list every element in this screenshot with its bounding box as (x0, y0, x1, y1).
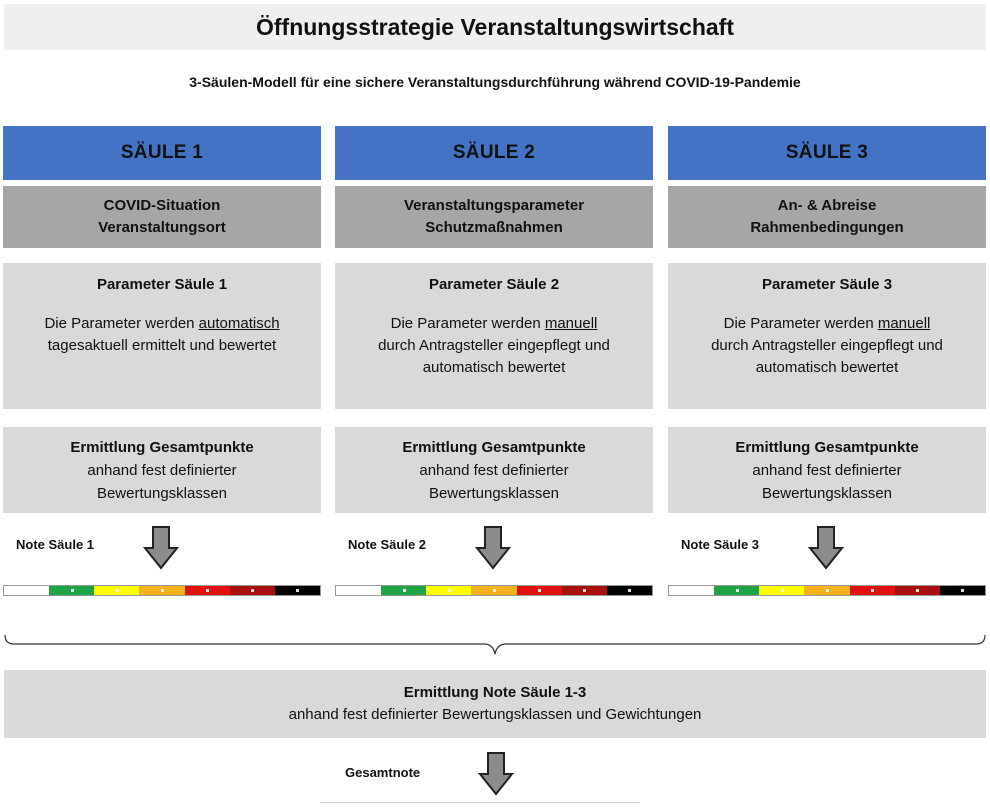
grade-scale-marker (961, 589, 964, 592)
score-text-line: anhand fest definierter (752, 461, 902, 479)
grade-scale-marker (161, 589, 164, 592)
grade-scale-segment (517, 586, 562, 595)
score-title: Ermittlung Gesamtpunkte (735, 438, 919, 456)
grade-scale-marker (583, 589, 586, 592)
parameter-text-line: automatisch bewertet (755, 359, 899, 376)
pillar-category (3, 186, 321, 248)
final-grade-text: anhand fest definierter Bewertungsklassen und Gewichtungen (288, 706, 702, 723)
diagram-title: Öffnungsstrategie Veranstaltungswirtschaft (4, 4, 986, 50)
score-title: Ermittlung Gesamtpunkte (70, 438, 254, 456)
grade-scale-marker (628, 589, 631, 592)
pillar-category-line: Rahmenbedingungen (750, 219, 904, 236)
parameter-title: Parameter Säule 3 (761, 276, 893, 293)
grade-scale-segment (94, 586, 139, 595)
pillar-category-line: Veranstaltungsparameter (403, 197, 585, 214)
note-label: Note Säule 1 (16, 537, 95, 552)
score-text-line: anhand fest definierter (419, 461, 569, 479)
final-grade-box (4, 670, 986, 738)
score-box (3, 427, 321, 513)
parameter-emphasis: manuell (544, 315, 598, 332)
grade-scale-segment (607, 586, 652, 595)
grade-scale-marker (71, 589, 74, 592)
total-grade-scale-edge (320, 802, 640, 808)
curly-brace-icon (4, 634, 986, 656)
note-label: Note Säule 3 (681, 537, 760, 552)
grade-scale-segment (336, 586, 381, 595)
parameter-box (3, 263, 321, 409)
grade-scale-marker (403, 589, 406, 592)
score-box (335, 427, 653, 513)
pillar-category (335, 186, 653, 248)
pillar-category-line: Schutzmaßnahmen (425, 219, 563, 236)
parameter-title: Parameter Säule 1 (96, 276, 228, 293)
grade-scale (335, 585, 653, 596)
grade-scale-marker (251, 589, 254, 592)
grade-scale-marker (736, 589, 739, 592)
score-title: Ermittlung Gesamtpunkte (402, 438, 586, 456)
pillar-category-line: An- & Abreise (777, 197, 877, 214)
score-text-line: Bewertungsklassen (761, 484, 893, 502)
grade-scale-segment (426, 586, 471, 595)
grade-scale-segment (471, 586, 516, 595)
parameter-text-line: tagesaktuell ermittelt und bewertet (47, 337, 277, 354)
grade-scale-segment (49, 586, 94, 595)
grade-scale-marker (206, 589, 209, 592)
grade-scale-marker (781, 589, 784, 592)
final-grade-title: Ermittlung Note Säule 1-3 (403, 684, 587, 701)
grade-scale (668, 585, 986, 596)
parameter-description (3, 313, 321, 357)
pillar-category-line: Veranstaltungsort (98, 219, 226, 236)
down-arrow-icon (808, 526, 844, 570)
parameter-description (668, 313, 986, 379)
pillar-header: SÄULE 1 (3, 126, 321, 180)
grade-scale-segment (562, 586, 607, 595)
grade-scale-marker (493, 589, 496, 592)
down-arrow-icon (143, 526, 179, 570)
grade-scale-marker (538, 589, 541, 592)
parameter-box (335, 263, 653, 409)
parameter-text-line: durch Antragsteller eingepflegt und (711, 337, 943, 354)
grade-scale-segment (895, 586, 940, 595)
pillar-header: SÄULE 2 (335, 126, 653, 180)
grade-scale-marker (826, 589, 829, 592)
pillar-category-line: COVID-Situation (103, 197, 221, 214)
grade-scale-segment (850, 586, 895, 595)
grade-scale-segment (381, 586, 426, 595)
parameter-text-pre: Die Parameter werden (723, 315, 878, 332)
note-label: Note Säule 2 (348, 537, 427, 552)
grade-scale-segment (759, 586, 804, 595)
grade-scale-segment (669, 586, 714, 595)
score-text-line: Bewertungsklassen (428, 484, 560, 502)
grade-scale-segment (804, 586, 849, 595)
parameter-text-pre: Die Parameter werden (44, 315, 199, 332)
parameter-text-line: automatisch bewertet (422, 359, 566, 376)
down-arrow-icon (478, 752, 514, 796)
total-grade-label: Gesamtnote (345, 765, 421, 780)
pillar-category (668, 186, 986, 248)
parameter-text-pre: Die Parameter werden (390, 315, 545, 332)
grade-scale-segment (4, 586, 49, 595)
grade-scale-marker (116, 589, 119, 592)
diagram-subtitle: 3-Säulen-Modell für eine sichere Veranstaltungsdurchführung während COVID-19-Pandemie (189, 74, 801, 90)
parameter-emphasis: manuell (877, 315, 931, 332)
down-arrow-icon (475, 526, 511, 570)
grade-scale-marker (916, 589, 919, 592)
parameter-description (335, 313, 653, 379)
score-box (668, 427, 986, 513)
parameter-box (668, 263, 986, 409)
grade-scale-segment (714, 586, 759, 595)
grade-scale-segment (275, 586, 320, 595)
grade-scale-marker (871, 589, 874, 592)
grade-scale-segment (230, 586, 275, 595)
grade-scale (3, 585, 321, 596)
score-text-line: anhand fest definierter (87, 461, 237, 479)
grade-scale-segment (139, 586, 184, 595)
parameter-text-line: durch Antragsteller eingepflegt und (378, 337, 610, 354)
pillar-header: SÄULE 3 (668, 126, 986, 180)
grade-scale-segment (940, 586, 985, 595)
grade-scale-marker (448, 589, 451, 592)
score-text-line: Bewertungsklassen (96, 484, 228, 502)
grade-scale-marker (296, 589, 299, 592)
parameter-emphasis: automatisch (198, 315, 280, 332)
grade-scale-segment (185, 586, 230, 595)
parameter-title: Parameter Säule 2 (428, 276, 560, 293)
